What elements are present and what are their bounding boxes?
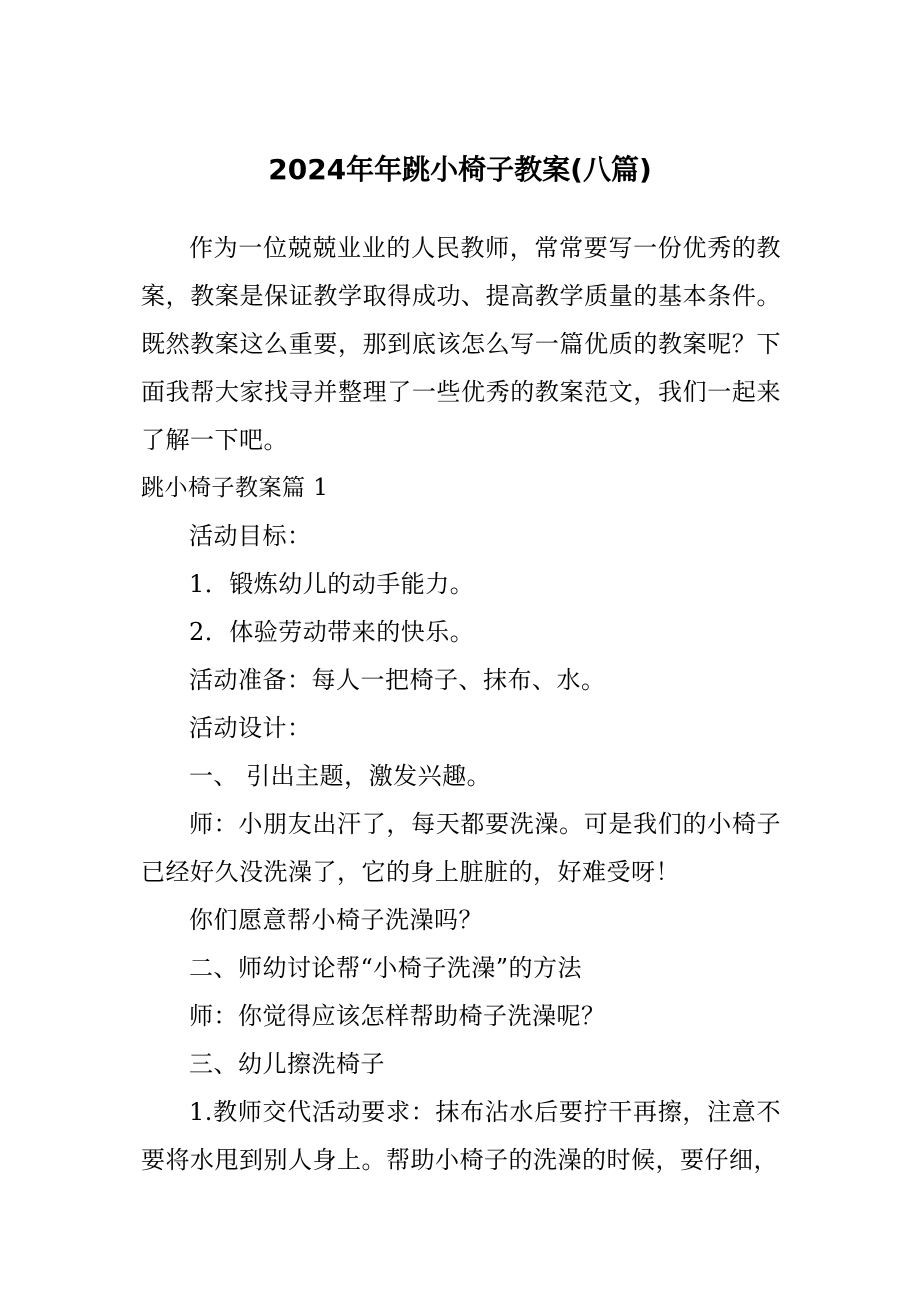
line-activity-goal: 活动目标： [189,522,312,550]
line-goal-2: 2．体验劳动带来的快乐。 [189,618,475,646]
line-activity-design: 活动设计： [189,714,312,742]
intro-paragraph: 作为一位兢兢业业的人民教师，常常要写一份优秀的教案，教案是保证教学取得成功、提高教学质量的基本条件。既然教案这么重要，那到底该怎么写一篇优质的教案呢？下面我帮大家找寻并整理了一些优秀的教案范文，我们一起来了解一下吧。 [141,234,781,454]
line-step-1: 一、 引出主题，激发兴趣。 [189,762,492,790]
line-step-3: 三、幼儿擦洗椅子 [189,1050,385,1078]
document-body [141,224,781,1184]
line-activity-prep: 活动准备：每人一把椅子、抹布、水。 [189,666,606,694]
teacher-paragraph: 师：小朋友出汗了，每天都要洗澡。可是我们的小椅子已经好久没洗澡了，它的身上脏脏的，好难受呀！ [141,810,781,886]
document-title: 2024年年跳小椅子教案(八篇) [268,153,652,186]
section-heading: 跳小椅子教案篇 1 [141,475,329,501]
line-teacher-question: 师：你觉得应该怎样帮助椅子洗澡呢？ [189,1002,606,1030]
line-question: 你们愿意帮小椅子洗澡吗？ [189,906,483,934]
line-goal-1: 1．锻炼幼儿的动手能力。 [189,570,475,598]
requirements-paragraph: 1.教师交代活动要求：抹布沾水后要拧干再擦，注意不要将水甩到别人身上。帮助小椅子的洗澡的时候，要仔细， [141,1098,781,1174]
line-step-2: 二、师幼讨论帮“小椅子洗澡”的方法 [189,954,583,982]
